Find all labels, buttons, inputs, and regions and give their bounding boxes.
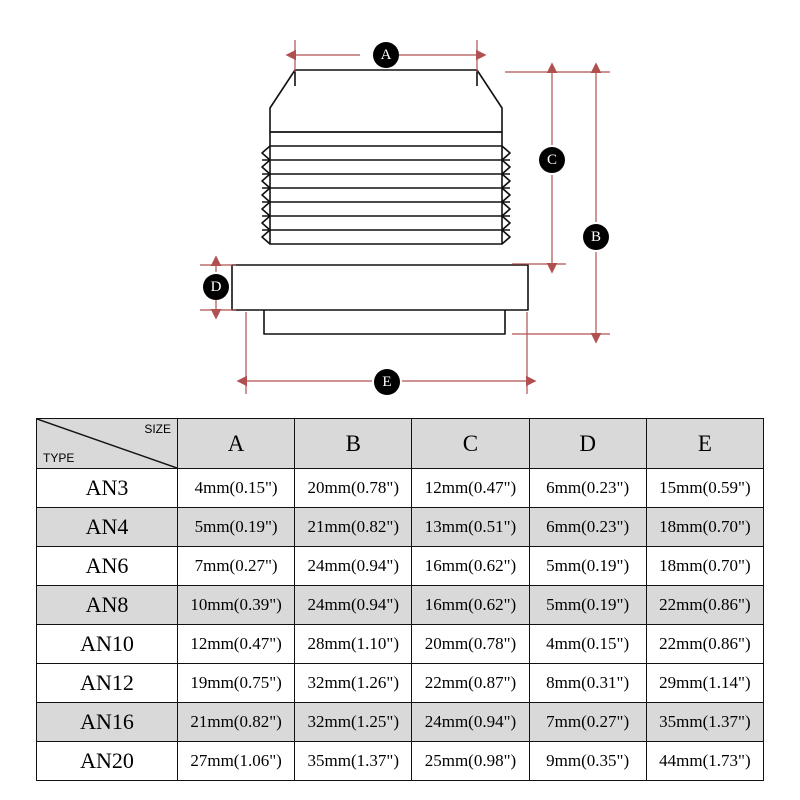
row-value-e: 18mm(0.70"): [646, 508, 763, 547]
row-value-c: 13mm(0.51"): [412, 508, 529, 547]
row-value-c: 12mm(0.47"): [412, 469, 529, 508]
dimension-marker-e: E: [374, 369, 400, 395]
row-value-e: 22mm(0.86"): [646, 625, 763, 664]
column-header-a: A: [178, 419, 295, 469]
table-row: [37, 625, 764, 664]
dimension-marker-c: C: [539, 147, 565, 173]
row-value-c: 20mm(0.78"): [412, 625, 529, 664]
row-value-d: 6mm(0.23"): [529, 508, 646, 547]
row-value-a: 10mm(0.39"): [178, 586, 295, 625]
row-type: AN16: [37, 703, 178, 742]
row-value-a: 19mm(0.75"): [178, 664, 295, 703]
column-header-e: E: [646, 419, 763, 469]
row-value-d: 9mm(0.35"): [529, 742, 646, 781]
row-value-b: 35mm(1.37"): [295, 742, 412, 781]
row-value-e: 22mm(0.86"): [646, 586, 763, 625]
specification-table: [36, 418, 764, 781]
row-value-d: 5mm(0.19"): [529, 547, 646, 586]
row-value-b: 20mm(0.78"): [295, 469, 412, 508]
row-type: AN10: [37, 625, 178, 664]
dimension-marker-b: B: [583, 224, 609, 250]
row-value-c: 25mm(0.98"): [412, 742, 529, 781]
row-value-a: 21mm(0.82"): [178, 703, 295, 742]
row-value-e: 44mm(1.73"): [646, 742, 763, 781]
corner-size-label: SIZE: [144, 422, 171, 436]
table-row: [37, 586, 764, 625]
column-header-b: B: [295, 419, 412, 469]
row-value-b: 28mm(1.10"): [295, 625, 412, 664]
row-value-d: 7mm(0.27"): [529, 703, 646, 742]
row-value-a: 5mm(0.19"): [178, 508, 295, 547]
row-value-a: 4mm(0.15"): [178, 469, 295, 508]
row-type: AN4: [37, 508, 178, 547]
row-value-b: 21mm(0.82"): [295, 508, 412, 547]
row-value-c: 16mm(0.62"): [412, 586, 529, 625]
row-type: AN8: [37, 586, 178, 625]
fitting-outline: [232, 70, 528, 334]
row-value-d: 6mm(0.23"): [529, 469, 646, 508]
row-type: AN6: [37, 547, 178, 586]
row-type: AN12: [37, 664, 178, 703]
table-row: [37, 547, 764, 586]
dimension-lines: [200, 40, 610, 394]
row-value-b: 24mm(0.94"): [295, 586, 412, 625]
column-header-d: D: [529, 419, 646, 469]
dimension-marker-a: A: [373, 42, 399, 68]
row-value-c: 24mm(0.94"): [412, 703, 529, 742]
row-value-d: 8mm(0.31"): [529, 664, 646, 703]
table-row: [37, 469, 764, 508]
row-value-e: 15mm(0.59"): [646, 469, 763, 508]
table-row: [37, 703, 764, 742]
row-value-e: 35mm(1.37"): [646, 703, 763, 742]
table-header-row: [37, 419, 764, 469]
row-value-a: 7mm(0.27"): [178, 547, 295, 586]
row-type: AN3: [37, 469, 178, 508]
table-corner-cell: [37, 419, 178, 469]
row-value-e: 18mm(0.70"): [646, 547, 763, 586]
row-value-e: 29mm(1.14"): [646, 664, 763, 703]
dimension-marker-d: D: [203, 274, 229, 300]
table-row: [37, 508, 764, 547]
row-value-a: 12mm(0.47"): [178, 625, 295, 664]
row-value-d: 4mm(0.15"): [529, 625, 646, 664]
row-value-b: 32mm(1.25"): [295, 703, 412, 742]
table-row: [37, 742, 764, 781]
column-header-c: C: [412, 419, 529, 469]
row-value-c: 16mm(0.62"): [412, 547, 529, 586]
row-type: AN20: [37, 742, 178, 781]
corner-type-label: TYPE: [43, 451, 75, 465]
row-value-c: 22mm(0.87"): [412, 664, 529, 703]
row-value-a: 27mm(1.06"): [178, 742, 295, 781]
row-value-d: 5mm(0.19"): [529, 586, 646, 625]
row-value-b: 24mm(0.94"): [295, 547, 412, 586]
row-value-b: 32mm(1.26"): [295, 664, 412, 703]
table-row: [37, 664, 764, 703]
